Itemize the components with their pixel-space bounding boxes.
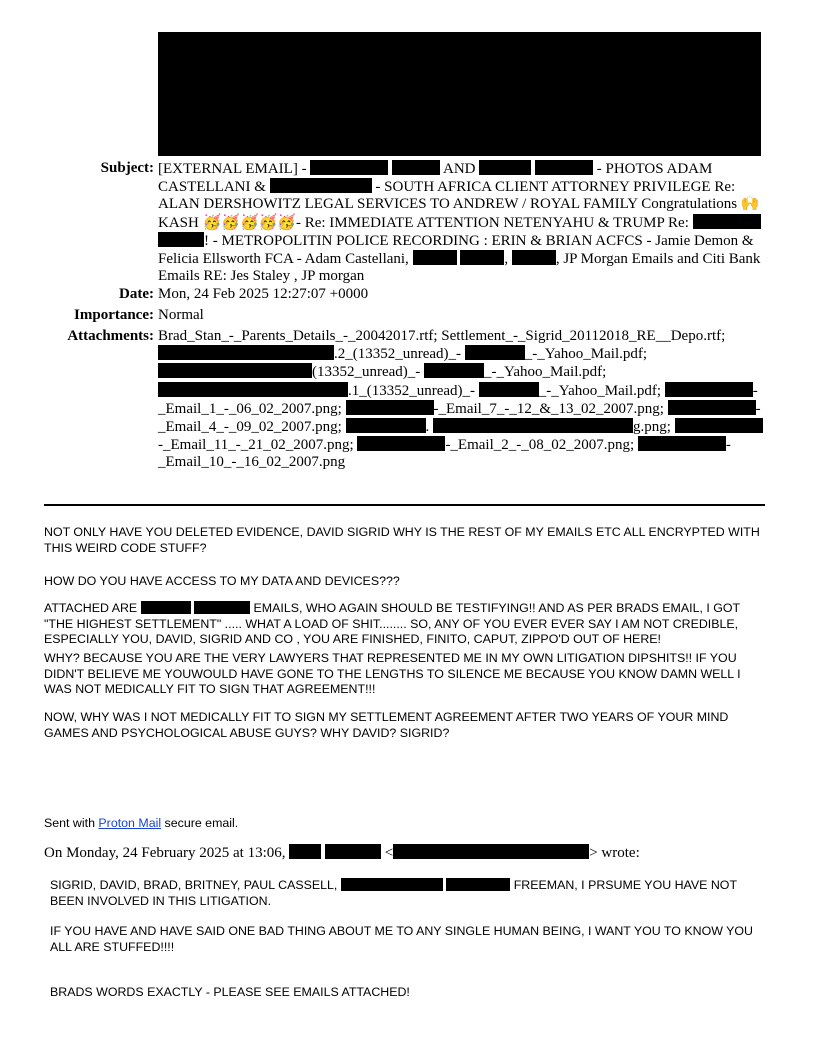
quoted-text: FREEMAN, I PRSUME YOU HAVE NOT BEEN INVOLVED IN THIS LITIGATION. bbox=[50, 878, 737, 908]
subject-text: [EXTERNAL EMAIL] - bbox=[158, 161, 307, 177]
redaction-block bbox=[158, 232, 204, 247]
redaction-block bbox=[479, 382, 539, 397]
redaction-block bbox=[668, 400, 756, 415]
redaction-block bbox=[433, 418, 633, 433]
subject-text: , JP Morgan Emails and Citi Bank Emails RE: Jes Staley , JP morgan bbox=[158, 251, 761, 285]
attachment-link[interactable]: -_Email_10_-_16_02_2007.png bbox=[158, 437, 731, 471]
importance-value: Normal bbox=[158, 307, 204, 323]
redaction-block bbox=[341, 878, 443, 891]
body-paragraph bbox=[44, 601, 764, 648]
redaction-block bbox=[446, 878, 510, 891]
body-paragraph: NOT ONLY HAVE YOU DELETED EVIDENCE, DAVID SIGRID WHY IS THE REST OF MY EMAILS ETC ALL ENCRYPTED WITH THIS WEIRD CODE STUFF? bbox=[44, 525, 760, 555]
subject-text: ! - METROPOLITIN POLICE RECORDING : ERIN & BRIAN ACFCS - Jamie Demon & Felicia Ellsworth FCA - Adam Castellani, bbox=[158, 232, 754, 268]
attachment-link[interactable]: Brad_Stan_-_Parents_Details_-_20042017.rtf; Settlement_-_Sigrid_20112018_RE__Depo.rtf; bbox=[158, 328, 726, 344]
redaction-block bbox=[413, 250, 457, 265]
redaction-block bbox=[325, 844, 381, 859]
attachment-link[interactable]: -_Email_4_-_09_02_2007.png; bbox=[158, 400, 761, 436]
redaction-block bbox=[346, 400, 434, 415]
body-text: EMAILS, WHO AGAIN SHOULD BE TESTIFYING!! AND AS PER BRADS EMAIL, I GOT "THE HIGHEST SETTLEMENT" ..... WHAT A LOAD OF SHIT........ SO, ANY OF YOU EVER EVER SAY I AM NOT CREDIBLE, ESPECIALLY YOU, DAVID, SIGRID AND CO , YOU ARE FINISHED, FINITO, CAPUT, ZIPPO'D OUT OF HERE! bbox=[44, 601, 740, 647]
subject-text: - PHOTOS ADAM CASTELLANI & bbox=[158, 161, 713, 196]
quote-lt: < bbox=[384, 845, 394, 861]
subject-value bbox=[158, 160, 764, 285]
date-value: Mon, 24 Feb 2025 12:27:07 +0000 bbox=[158, 286, 369, 302]
redaction-block bbox=[141, 601, 191, 614]
redaction-block bbox=[393, 844, 589, 859]
subject-text: - SOUTH AFRICA CLIENT ATTORNEY PRIVILEGE Re: ALAN DERSHOWITZ LEGAL SERVICES TO ANDREW / ROYAL FAMILY Congratulations 🙌 KASH 🥳🥳🥳🥳🥳- Re: IMMEDIATE ATTENTION NETENYAHU & TRUMP Re: bbox=[158, 179, 760, 231]
redaction-block bbox=[310, 160, 388, 175]
header-divider bbox=[44, 504, 765, 506]
attachment-link[interactable]: .2_(13352_unread)_- bbox=[334, 346, 462, 363]
attachment-link[interactable]: -_Email_11_-_21_02_2007.png; bbox=[158, 437, 354, 454]
attachments-list bbox=[158, 328, 764, 472]
body-paragraph: HOW DO YOU HAVE ACCESS TO MY DATA AND DEVICES??? bbox=[44, 574, 400, 588]
attachment-link[interactable]: _-_Yahoo_Mail.pdf; bbox=[484, 364, 607, 381]
attachment-link[interactable]: -_Email_2_-_08_02_2007.png; bbox=[445, 437, 635, 454]
quote-intro: On Monday, 24 February 2025 at 13:06, bbox=[44, 845, 286, 861]
redaction-block-header bbox=[158, 32, 761, 156]
signature-suffix: secure email. bbox=[164, 816, 239, 830]
redaction-block bbox=[665, 382, 753, 397]
redaction-block bbox=[158, 363, 312, 378]
redaction-block bbox=[693, 214, 761, 229]
redaction-block bbox=[638, 436, 726, 451]
attachment-link[interactable]: (13352_unread)_- bbox=[312, 364, 421, 381]
redaction-block bbox=[424, 363, 484, 378]
attachment-link[interactable]: . bbox=[425, 419, 430, 436]
proton-mail-link[interactable]: Proton Mail bbox=[98, 816, 162, 830]
attachment-link[interactable]: g.png; bbox=[633, 419, 671, 436]
redaction-block bbox=[270, 178, 372, 193]
redaction-block bbox=[392, 160, 440, 175]
quote-attribution bbox=[44, 844, 640, 862]
redaction-block bbox=[289, 844, 321, 859]
quoted-paragraph: BRADS WORDS EXACTLY - PLEASE SEE EMAILS ATTACHED! bbox=[50, 985, 410, 999]
importance-label: Importance: bbox=[74, 307, 154, 323]
body-text: ATTACHED ARE bbox=[44, 601, 138, 615]
redaction-block bbox=[479, 160, 531, 175]
subject-text: AND bbox=[443, 161, 476, 177]
redaction-block bbox=[158, 345, 334, 360]
body-paragraph: NOW, WHY WAS I NOT MEDICALLY FIT TO SIGN MY SETTLEMENT AGREEMENT AFTER TWO YEARS OF YOUR MIND GAMES AND PSYCHOLOGICAL ABUSE GUYS? WHY DAVID? SIGRID? bbox=[44, 710, 729, 740]
redaction-block bbox=[465, 345, 525, 360]
redaction-block bbox=[535, 160, 593, 175]
signature-line bbox=[44, 816, 764, 832]
quoted-paragraph bbox=[50, 878, 760, 909]
attachment-link[interactable]: _-_Yahoo_Mail.pdf; bbox=[524, 346, 648, 363]
signature-prefix: Sent with bbox=[44, 816, 95, 830]
redaction-block bbox=[158, 382, 348, 397]
attachment-link[interactable]: _-_Yahoo_Mail.pdf; bbox=[538, 382, 662, 399]
attachment-link[interactable]: .1_(13352_unread)_- bbox=[348, 382, 476, 399]
attachment-link[interactable]: -_Email_7_-_12_&_13_02_2007.png; bbox=[433, 400, 664, 417]
redaction-block bbox=[346, 418, 426, 433]
subject-label: Subject: bbox=[100, 160, 154, 176]
date-label: Date: bbox=[119, 286, 154, 302]
redaction-block bbox=[357, 436, 445, 451]
quote-gt: > wrote: bbox=[589, 845, 640, 861]
body-paragraph: WHY? BECAUSE YOU ARE THE VERY LAWYERS THAT REPRESENTED ME IN MY OWN LITIGATION DIPSHITS!! IF YOU DIDN'T BELIEVE ME YOUWOULD HAVE GONE TO THE LENGTHS TO SILENCE ME BECAUSE YOU KNOW DAMN WELL I WAS NOT MEDICALLY FIT TO SIGN THAT AGREEMENT!!! bbox=[44, 651, 741, 697]
attachments-label: Attachments: bbox=[67, 328, 154, 344]
redaction-block bbox=[460, 250, 504, 265]
redaction-block bbox=[675, 418, 763, 433]
quoted-paragraph: IF YOU HAVE AND HAVE SAID ONE BAD THING ABOUT ME TO ANY SINGLE HUMAN BEING, I WANT YOU TO KNOW YOU ALL ARE STUFFED!!!! bbox=[50, 924, 753, 954]
attachment-link[interactable]: -_Email_1_-_06_02_2007.png; bbox=[158, 382, 758, 417]
redaction-block bbox=[512, 250, 556, 265]
quoted-text: SIGRID, DAVID, BRAD, BRITNEY, PAUL CASSELL, bbox=[50, 878, 338, 892]
redaction-block bbox=[194, 601, 250, 614]
subject-text: , bbox=[504, 251, 509, 268]
